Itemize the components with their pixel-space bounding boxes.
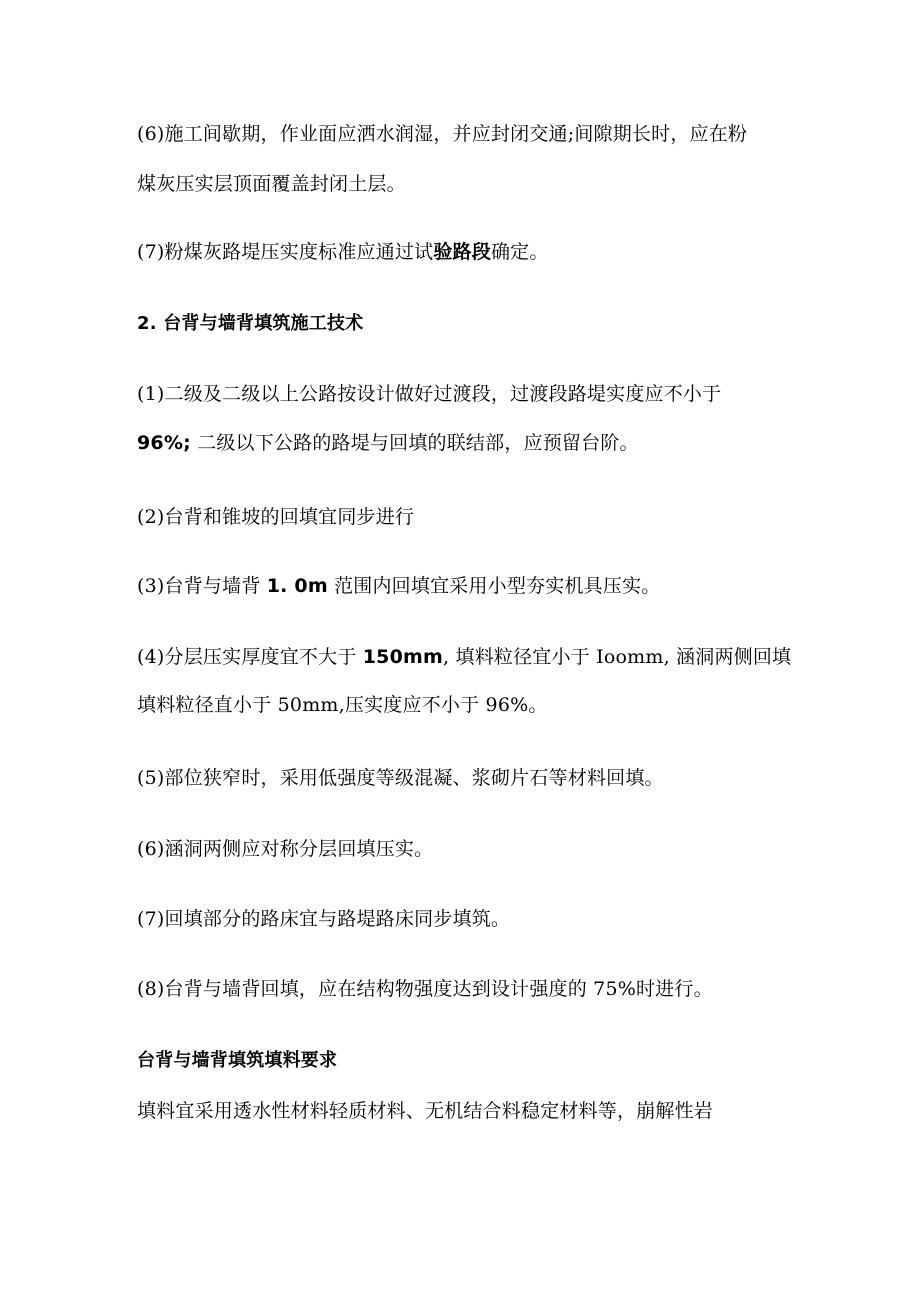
- item-3-text-end: 范围内回填宜采用小型夯实机具压实。: [327, 575, 661, 597]
- item-4-line-2: 填料粒径直小于 50mm,压实度应不小于 96%。: [137, 694, 548, 716]
- item-1-line-2: [137, 431, 639, 455]
- item-3-bold-value: 1. 0m: [266, 575, 328, 597]
- paragraph-7-bold-text: 验路段: [433, 241, 491, 263]
- paragraph-7-text-start: (7)粉煤灰路堤压实度标准应通过试: [137, 241, 434, 263]
- item-6: (6)涵洞两侧应对称分层回填压实。: [137, 838, 434, 860]
- paragraph-7: [137, 240, 549, 264]
- item-5: (5)部位狭窄时，采用低强度等级混凝、浆砌片石等材料回填。: [137, 767, 664, 789]
- item-2: (2)台背和锥坡的回填宜同步进行: [137, 506, 415, 528]
- item-4-text-end: , 填料粒径宜小于 Ioomm, 涵洞两侧回填: [443, 646, 792, 668]
- item-1-line-1: (1)二级及二级以上公路按设计做好过渡段，过渡段路堤实度应不小于: [137, 383, 722, 405]
- item-4-bold-value: 150mm: [362, 646, 444, 668]
- item-4-line-1: [137, 645, 791, 669]
- section-2-heading: 2. 台背与墙背填筑施工技术: [137, 313, 364, 334]
- item-8: (8)台背与墙背回填，应在结构物强度达到设计强度的 75%时进行。: [137, 978, 713, 1000]
- item-4-text-start: (4)分层压实厚度宜不大于: [137, 646, 363, 668]
- subheading-fill-requirements: 台背与墙背填筑填料要求: [137, 1050, 338, 1071]
- item-1-bold-percent: 96%;: [137, 432, 191, 454]
- paragraph-6-line-1: (6)施工间歇期，作业面应洒水润湿，并应封闭交通;间隙期长时，应在粉: [137, 123, 748, 145]
- paragraph-6-line-2: 煤灰压实层顶面覆盖封闭土层。: [137, 173, 406, 195]
- item-3-text-start: (3)台背与墙背: [137, 575, 267, 597]
- item-1-line-2-text: 二级以下公路的路堤与回填的联结部，应预留台阶。: [190, 432, 639, 454]
- paragraph-7-text-end: 确定。: [490, 241, 549, 263]
- item-7: (7)回填部分的路床宜与路堤路床同步填筑。: [137, 908, 511, 930]
- item-3: [137, 574, 660, 598]
- last-paragraph-line: 填料宜采用透水性材料轻质材料、无机结合料稳定材料等，崩解性岩: [137, 1100, 714, 1122]
